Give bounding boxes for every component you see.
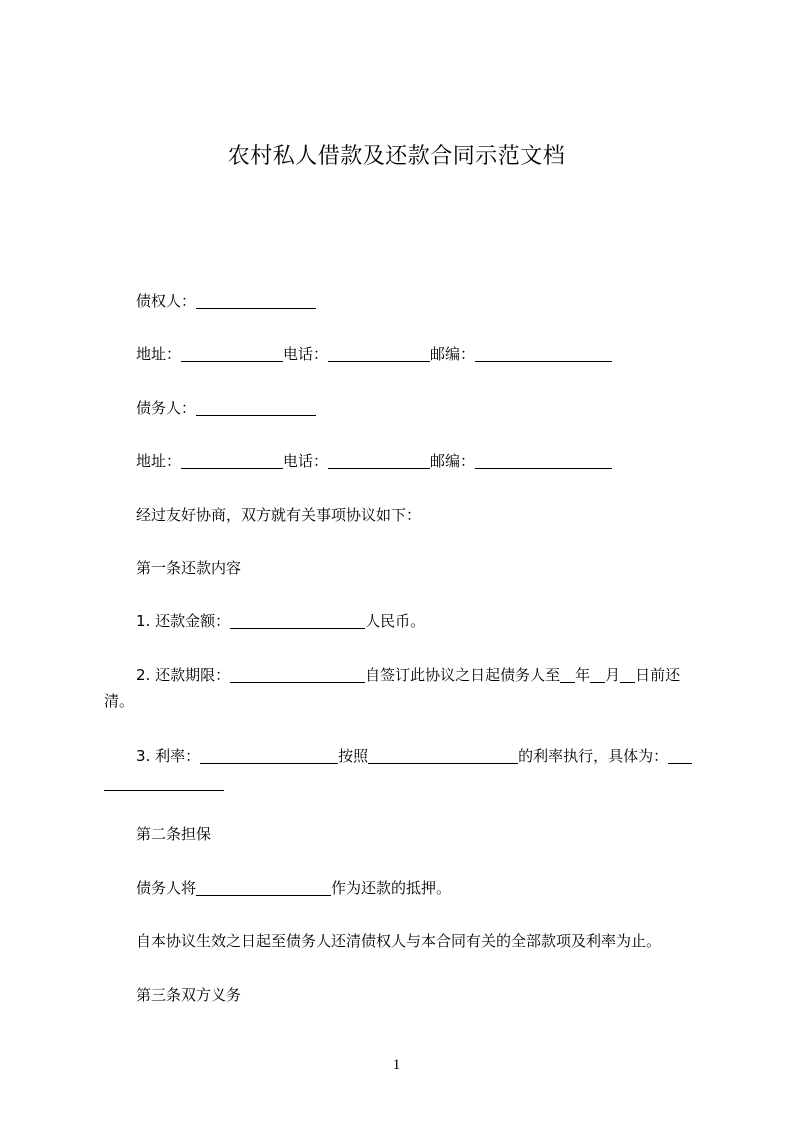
debtor-label: 债务人： — [136, 399, 197, 417]
creditor-line — [136, 288, 316, 314]
item2-year: 年 — [575, 666, 591, 684]
repayment-amount-blank[interactable] — [230, 610, 365, 629]
creditor-postcode-blank[interactable] — [475, 343, 612, 362]
day-blank[interactable] — [620, 664, 635, 683]
creditor-name-blank[interactable] — [196, 290, 316, 309]
rate-detail-blank-start[interactable] — [668, 745, 692, 764]
article2-title: 第二条担保 — [136, 825, 212, 843]
item1-suffix: 人民币。 — [365, 612, 426, 630]
item2-line-end: 清。 — [104, 692, 135, 710]
interest-rate-blank[interactable] — [200, 745, 338, 764]
guarantee-prefix: 债务人将 — [136, 879, 197, 897]
year-blank[interactable] — [560, 664, 575, 683]
collateral-blank[interactable] — [196, 877, 331, 896]
item2-month: 月 — [605, 666, 621, 684]
intro-paragraph: 经过友好协商，双方就有关事项协议如下： — [136, 506, 422, 524]
guarantee-period: 自本协议生效之日起至债务人还清债权人与本合同有关的全部款项及利率为止。 — [136, 932, 662, 950]
item3-suffix: 的利率执行，具体为： — [518, 747, 669, 765]
item3-line-cont — [104, 770, 224, 796]
guarantee-line — [136, 875, 451, 901]
creditor-label: 债权人： — [136, 292, 197, 310]
debtor-line — [136, 395, 316, 421]
document-title: 农村私人借款及还款合同示范文档 — [227, 144, 566, 169]
guarantee-suffix: 作为还款的抵押。 — [331, 879, 452, 897]
page-number: 1 — [392, 1057, 401, 1073]
item3-mid: 按照 — [338, 747, 369, 765]
debtor-address-blank[interactable] — [181, 450, 283, 469]
creditor-postcode-label: 邮编： — [430, 345, 476, 363]
item1-label: 1. 还款金额： — [136, 612, 231, 630]
creditor-address-label: 地址： — [136, 345, 182, 363]
creditor-address-blank[interactable] — [181, 343, 283, 362]
rate-detail-blank-end[interactable] — [104, 772, 224, 791]
item3-label: 3. 利率： — [136, 747, 201, 765]
debtor-contact-line — [136, 448, 612, 474]
debtor-postcode-blank[interactable] — [475, 450, 612, 469]
item2-line — [136, 662, 680, 688]
debtor-postcode-label: 邮编： — [430, 452, 476, 470]
item1-line — [136, 608, 425, 634]
debtor-phone-blank[interactable] — [328, 450, 430, 469]
item3-line — [136, 743, 692, 769]
repayment-term-blank[interactable] — [230, 664, 365, 683]
debtor-name-blank[interactable] — [196, 397, 316, 416]
debtor-address-label: 地址： — [136, 452, 182, 470]
rate-basis-blank[interactable] — [368, 745, 518, 764]
article3-title: 第三条双方义务 — [136, 986, 242, 1004]
creditor-phone-label: 电话： — [283, 345, 329, 363]
debtor-phone-label: 电话： — [283, 452, 329, 470]
item2-text: 自签订此协议之日起债务人至 — [365, 666, 561, 684]
creditor-phone-blank[interactable] — [328, 343, 430, 362]
month-blank[interactable] — [590, 664, 605, 683]
item2-day-suffix: 日前还 — [635, 666, 681, 684]
article1-title: 第一条还款内容 — [136, 559, 242, 577]
item2-label: 2. 还款期限： — [136, 666, 231, 684]
creditor-contact-line — [136, 341, 612, 367]
